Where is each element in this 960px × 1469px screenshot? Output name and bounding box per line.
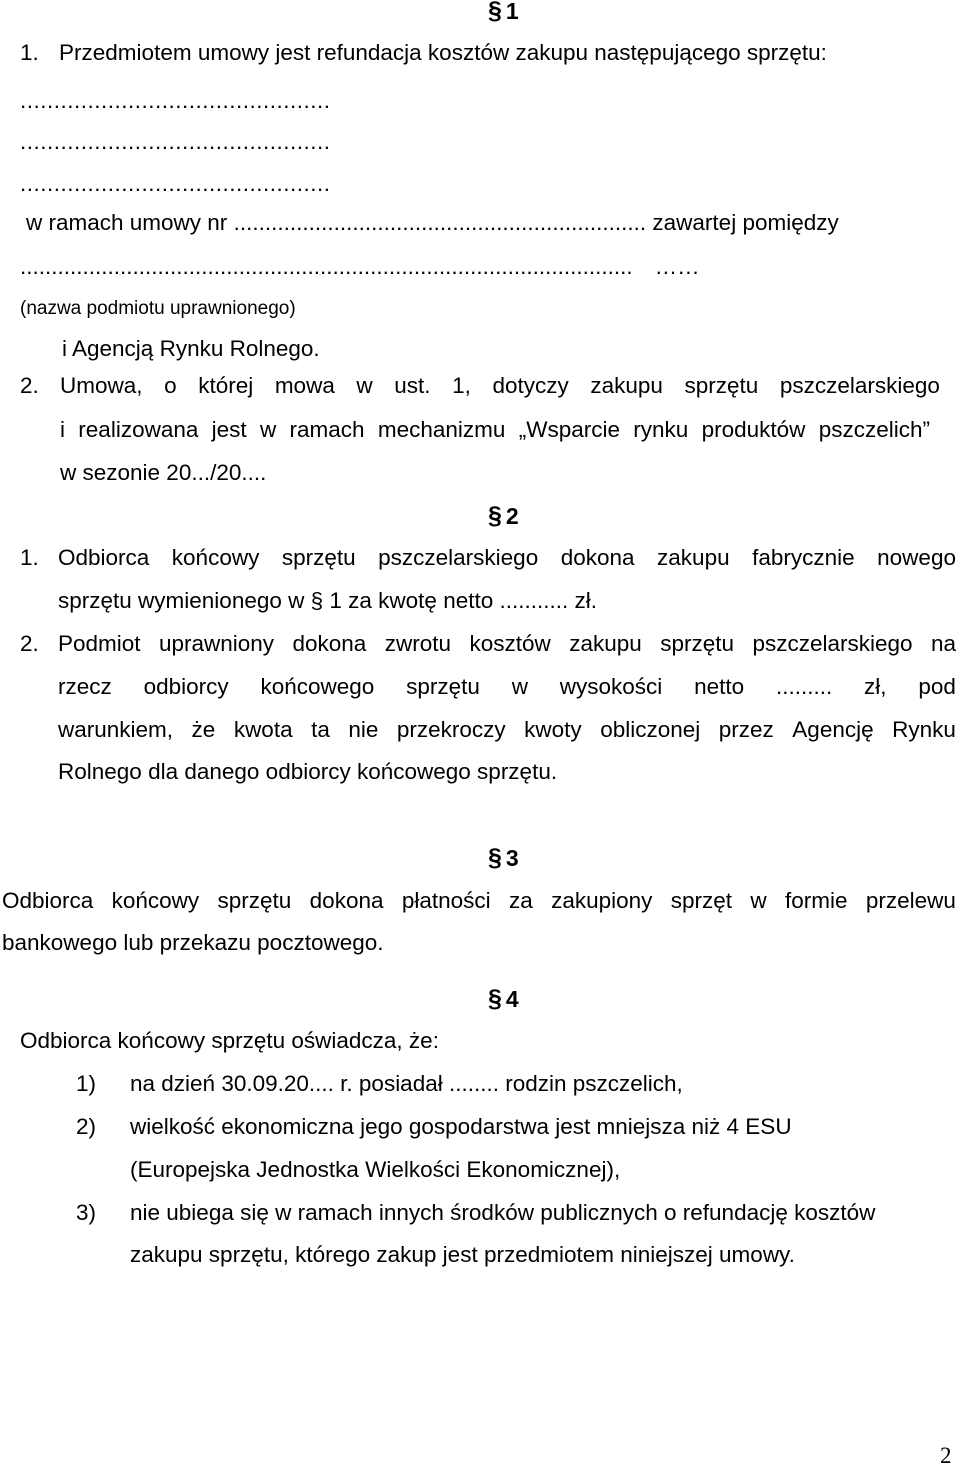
word: „Wsparcie [518,417,620,442]
list-item-text-continued: zakupu sprzętu, którego zakup jest przedmiotem niniejszej umowy. [130,1242,795,1267]
word: Podmiot [58,631,141,656]
word: w [259,417,277,442]
word: ust. [394,373,431,398]
par2-point1-number: 1. [20,545,39,570]
entity-blank-extra: …… [654,254,700,279]
par3-line1 [2,886,956,916]
word: końcowy [111,888,200,913]
par1-point2-line1 [60,371,940,401]
section-4-heading [488,984,519,1014]
word: Odbiorca [58,545,150,570]
contract-line [26,208,839,238]
entity-note: (nazwa podmiotu uprawnionego) [20,298,296,319]
section-symbol: § [488,985,502,1013]
word: zakupu [590,373,663,398]
word: uprawniony [158,631,275,656]
par4-intro: Odbiorca końcowy sprzętu oświadcza, że: [20,1028,439,1053]
word: o [164,373,177,398]
word: przez [718,717,774,742]
word: dotyczy [492,373,569,398]
section-number: 3 [505,845,519,871]
par2-point2-line1 [58,629,956,659]
page-number: 2 [940,1443,952,1468]
word: w [356,373,373,398]
section-symbol: § [488,502,502,530]
word: zakupiony [551,888,653,913]
word: wysokości [559,674,663,699]
word: na [930,631,956,656]
word: fabrycznie [752,545,855,570]
par2-point2-line4: Rolnego dla danego odbiorcy końcowego sprzętu. [58,759,558,784]
word: 1, [452,373,471,398]
word: sprzęt [670,888,733,913]
word: mechanizmu [377,417,506,442]
word: formie [785,888,848,913]
word: zakupu [569,631,642,656]
word: pszczelarskiego [752,631,913,656]
word: dokona [560,545,635,570]
contract-text: w ramach umowy nr [26,210,234,235]
word: sprzętu [406,674,480,699]
word: kwota [233,717,293,742]
agency-line: i Agencją Rynku Rolnego. [62,336,320,361]
word: zwrotu [384,631,452,656]
word: dokona [292,631,367,656]
point-text: Przedmiotem umowy jest refundacja kosztów zakupu następującego sprzętu: [59,40,827,65]
par1-point2-number: 2. [20,373,39,398]
word: pszczelarskiego [779,373,940,398]
word: że [191,717,216,742]
equipment-blank-3: .............................................. [20,171,331,196]
word: zł, [864,674,887,699]
par1-point2-line2 [60,415,930,445]
word: przekroczy [396,717,506,742]
section-symbol: § [488,0,502,25]
word: realizowana [78,417,199,442]
equipment-blank-1: .............................................. [20,88,331,113]
word: Odbiorca [2,888,94,913]
word: dokona [309,888,384,913]
word: kwoty [524,717,582,742]
word: zakupu [657,545,730,570]
section-3-heading [488,843,519,873]
section-number: 2 [505,503,519,529]
word: Rynku [892,717,956,742]
par2-point1-line1 [58,543,956,573]
word: nowego [877,545,956,570]
word: obliczonej [600,717,701,742]
list-item-text: nie ubiega się w ramach innych środków publicznych o refundację kosztów [130,1200,876,1225]
list-item-number: 1) [76,1071,97,1096]
section-symbol: § [488,844,502,872]
word: sprzętu [684,373,759,398]
word: końcowego [260,674,375,699]
entity-blank-line [20,252,700,282]
word: której [198,373,254,398]
word: kosztów [469,631,551,656]
word: pszczelarskiego [378,545,539,570]
word: pszczelich” [818,417,930,442]
word: i [60,417,65,442]
word: odbiorcy [143,674,229,699]
list-item-text-continued: (Europejska Jednostka Wielkości Ekonomicznej), [130,1157,621,1182]
contract-text-end: zawartej pomiędzy [646,210,839,235]
word: ......... [775,674,833,699]
list-item-number: 2) [76,1114,97,1139]
word: w [750,888,767,913]
word: netto [694,674,745,699]
equipment-blank-2: .............................................. [20,129,331,154]
entity-blank: .................................................................................................. [20,254,633,279]
word: za [509,888,533,913]
point-number: 1. [20,40,39,65]
word: ta [311,717,330,742]
word: ramach [289,417,365,442]
word: rzecz [58,674,112,699]
word: przelewu [865,888,956,913]
list-item-text: na dzień 30.09.20.... r. posiadał ........ rodzin pszczelich, [130,1071,683,1096]
word: mowa [274,373,335,398]
word: nie [348,717,379,742]
word: sprzętu [660,631,734,656]
par1-point1 [20,38,827,68]
word: Agencję [792,717,874,742]
word: sprzętu [281,545,356,570]
contract-number-blank: .................................................................. [233,210,647,235]
word: sprzętu [217,888,292,913]
section-2-heading [488,501,519,531]
word: Umowa, [60,373,143,398]
word: końcowy [171,545,260,570]
word: pod [918,674,956,699]
par2-point2-line2 [58,672,956,702]
word: warunkiem, [58,717,174,742]
par2-point2-number: 2. [20,631,39,656]
section-number: 1 [505,0,519,24]
section-1-heading [488,0,519,26]
list-item-number: 3) [76,1200,97,1225]
par2-point1-line2: sprzętu wymienionego w § 1 za kwotę netto ........... zł. [58,588,598,613]
par1-point2-line3: w sezonie 20.../20.... [60,460,267,485]
par3-line2: bankowego lub przekazu pocztowego. [2,930,384,955]
word: płatności [401,888,491,913]
word: jest [211,417,247,442]
par2-point2-line3 [58,715,956,745]
word: rynku [633,417,689,442]
list-item-text: wielkość ekonomiczna jego gospodarstwa jest mniejsza niż 4 ESU [130,1114,792,1139]
word: produktów [701,417,806,442]
section-number: 4 [505,986,519,1012]
word: w [511,674,528,699]
